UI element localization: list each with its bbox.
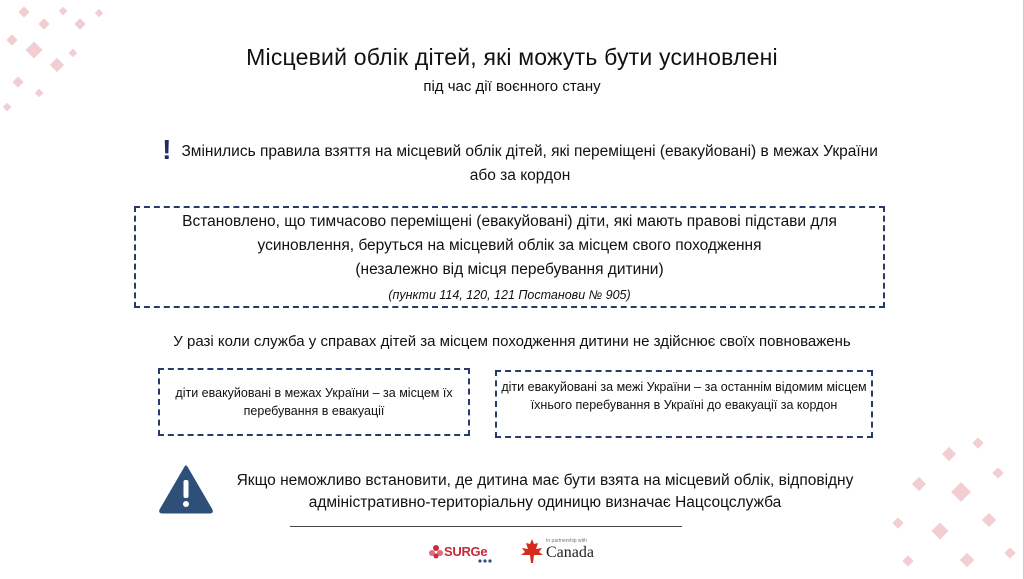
surge-flower-icon <box>428 544 444 560</box>
surge-wordmark: SURGe <box>444 544 488 559</box>
embroidery-ornament-bottom-right <box>874 429 1024 579</box>
rule-box <box>134 206 885 308</box>
canada-logo <box>520 536 612 568</box>
rule-text: Встановлено, що тимчасово переміщені (евакуйовані) діти, які мають правові підстави для усиновлення, беруться на місцевий облік за місцем свого походження <box>182 213 837 254</box>
surge-dots <box>478 559 496 563</box>
surge-logo <box>428 540 510 566</box>
warning-text: Якщо неможливо встановити, де дитина має бути взята на місцевий облік, відповідну адміністративно-територіальну одиницю визначає Нацсоцслужба <box>236 472 854 511</box>
canada-wordmark: Canada <box>546 544 594 561</box>
rule-note: (незалежно від місця перебування дитини) <box>355 261 664 278</box>
option-text-abroad: діти евакуйовані за межі України – за останнім відомим місцем їхнього перебування в Україні до евакуації за кордон <box>501 380 867 412</box>
page-subtitle: під час дії воєнного стану <box>423 78 601 95</box>
canada-partnership-label: In partnership with <box>546 538 587 544</box>
option-box-abroad <box>495 370 873 438</box>
divider <box>290 526 682 527</box>
option-box-domestic <box>158 368 470 436</box>
maple-leaf-icon <box>520 538 544 564</box>
page-title: Місцевий облік дітей, які можуть бути усиновлені <box>246 44 778 70</box>
warning-triangle-icon <box>158 464 214 514</box>
exclamation-icon: ! <box>162 134 172 165</box>
condition-text: У разі коли служба у справах дітей за місцем походження дитини не здійснює своїх повноважень <box>173 333 851 350</box>
option-text-domestic: діти евакуйовані в межах України – за місцем їх перебування в евакуації <box>175 386 453 418</box>
rule-reference: (пункти 114, 120, 121 Постанови № 905) <box>388 288 631 302</box>
notice-paragraph <box>150 134 890 188</box>
notice-text: Змінились правила взяття на місцевий облік дітей, які переміщені (евакуйовані) в межах України або за кордон <box>181 143 878 184</box>
